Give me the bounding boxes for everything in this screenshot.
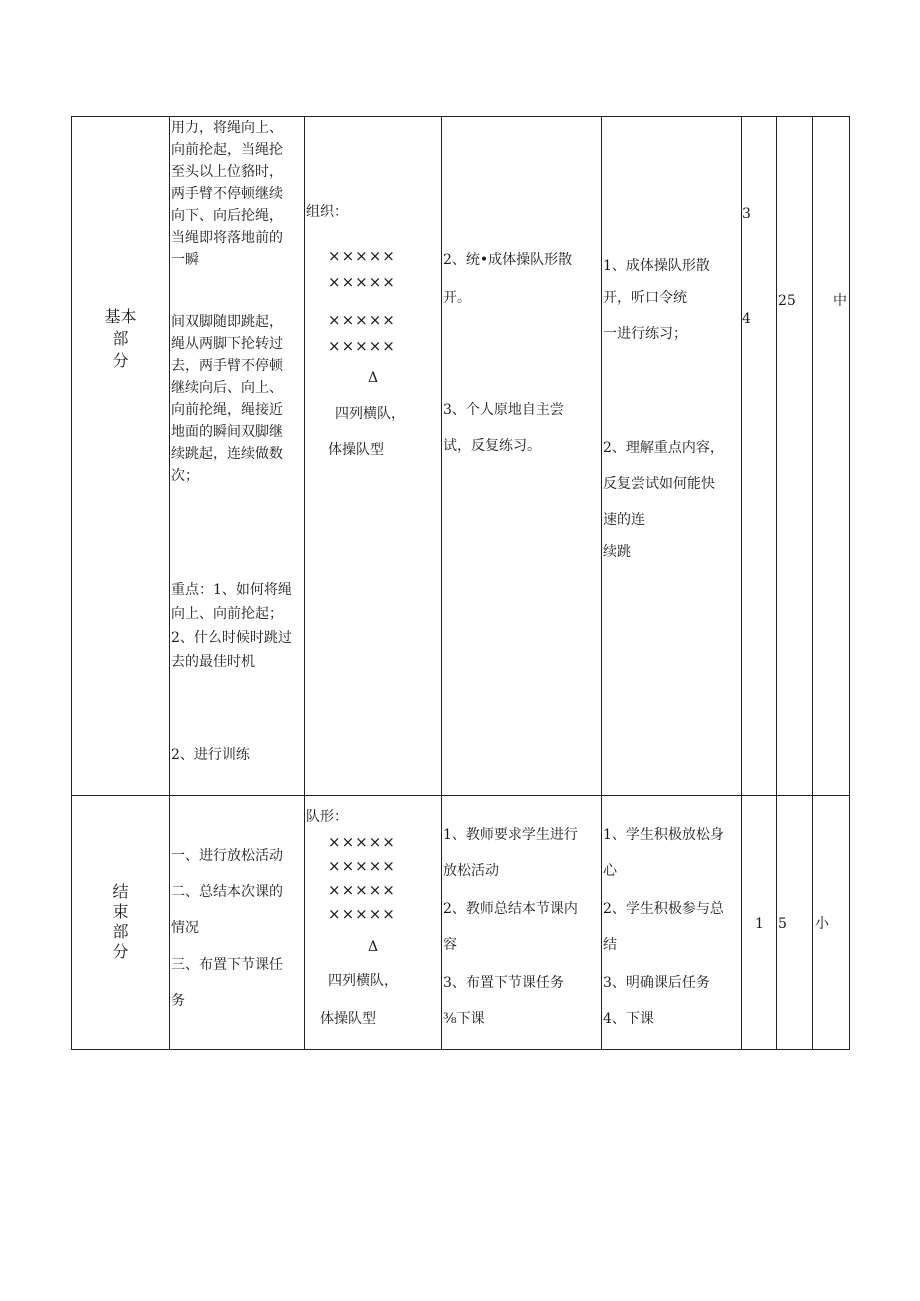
content-line: 至头以上位貉时， [171, 164, 283, 180]
basic-organization-cell [305, 117, 442, 796]
basic-section-row [72, 117, 850, 796]
org-caption: 体操队型 [328, 442, 384, 458]
student-line: 反复尝试如何能快 [603, 476, 715, 492]
content-line: 向前抡起，当绳抡 [171, 142, 283, 158]
teacher-line: 1、教师要求学生进行 [443, 827, 578, 843]
basic-intensity-cell [813, 117, 850, 796]
content-line: 向前抡绳，绳接近 [171, 402, 283, 418]
ending-minutes-cell [777, 796, 813, 1050]
teacher-line: ⅜下课 [443, 1011, 485, 1027]
student-line: 3、明确课后任务 [603, 975, 710, 991]
basic-section-label-cell [72, 117, 170, 796]
intensity-value: 中 [833, 293, 847, 309]
formation-row: ××××× [328, 881, 396, 899]
student-line: 1、学生积极放松身 [603, 827, 724, 843]
intensity-value: 小 [815, 916, 829, 932]
formation-row: ××××× [328, 833, 396, 851]
ending-intensity-cell [813, 796, 850, 1050]
content-line: 去，两手臂不停顿 [171, 358, 283, 374]
content-line: 向上、向前抡起； [171, 606, 283, 622]
student-line: 开，听口令统 [603, 290, 687, 306]
content-line: 一、进行放松活动 [171, 848, 283, 864]
org-caption: 四列横队， [328, 973, 398, 989]
org-caption: 体操队型 [320, 1011, 376, 1027]
basic-student-activity-cell [602, 117, 742, 796]
basic-content-cell [170, 117, 305, 796]
basic-times-cell [742, 117, 777, 796]
ending-teacher-activity-cell [442, 796, 602, 1050]
ending-section-label-cell [72, 796, 170, 1050]
minutes-value: 5 [778, 916, 787, 932]
org-caption: 四列横队， [335, 406, 405, 422]
content-line: 地面的瞬间双脚继 [171, 424, 283, 440]
content-line: 务 [171, 993, 185, 1009]
section-label: 分 [112, 351, 129, 370]
teacher-line: 2、教师总结本节课内 [443, 901, 578, 917]
content-line: 2、进行训练 [171, 747, 250, 763]
formation-row: ××××× [328, 247, 396, 265]
student-line: 2、理解重点内容， [603, 440, 724, 456]
basic-minutes-cell [777, 117, 813, 796]
teacher-line: 放松活动 [443, 863, 499, 879]
ending-times-cell [742, 796, 777, 1050]
content-line: 继续向后、向上、 [171, 380, 283, 396]
student-line: 1、成体操队形散 [603, 258, 710, 274]
teacher-position-icon: Δ [368, 939, 379, 955]
org-label: 组织： [306, 204, 348, 220]
teacher-line: 试，反复练习。 [443, 438, 541, 454]
times-value: 4 [742, 311, 751, 327]
teacher-line: 开。 [443, 290, 471, 306]
section-label: 分 [112, 942, 129, 961]
times-value: 1 [755, 916, 764, 932]
formation-row: ××××× [328, 311, 396, 329]
student-line: 心 [603, 863, 617, 879]
content-line: 情况 [171, 920, 199, 936]
ending-student-activity-cell [602, 796, 742, 1050]
student-line: 4、下课 [603, 1011, 654, 1027]
student-line: 2、学生积极参与总 [603, 901, 724, 917]
content-line: 当绳即将落地前的 [171, 230, 283, 246]
section-label: 束 [112, 902, 129, 921]
content-line: 间双脚随即跳起， [171, 314, 283, 330]
student-line: 速的连 [603, 512, 645, 528]
formation-row: ××××× [328, 273, 396, 291]
lesson-plan-table [71, 116, 850, 1050]
minutes-value: 25 [778, 293, 796, 309]
student-line: 一进行练习； [603, 326, 687, 342]
content-line: 三、布置下节课任 [171, 957, 283, 973]
content-line: 重点：1、如何将绳 [171, 582, 292, 598]
ending-section-row [72, 796, 850, 1050]
section-label: 部 [112, 922, 129, 941]
section-label: 结 [112, 882, 129, 901]
content-line: 绳从两脚下抡转过 [171, 336, 283, 352]
section-label: 部 [112, 329, 129, 348]
formation-row: ××××× [328, 905, 396, 923]
section-label: 基本 [104, 307, 137, 326]
student-line: 结 [603, 937, 617, 953]
ending-content-cell [170, 796, 305, 1050]
content-line: 向下、向后抡绳， [171, 208, 283, 224]
basic-teacher-activity-cell [442, 117, 602, 796]
org-label: 队形： [306, 809, 348, 825]
formation-row: ××××× [328, 337, 396, 355]
teacher-line: 2、统•成体操队形散 [443, 252, 573, 268]
content-line: 二、总结本次课的 [171, 884, 283, 900]
content-line: 一瞬 [171, 252, 199, 268]
student-line: 续跳 [603, 544, 631, 560]
formation-row: ××××× [328, 857, 396, 875]
times-value: 3 [742, 206, 751, 222]
teacher-line: 容 [443, 937, 457, 953]
content-line: 次； [171, 468, 199, 484]
teacher-line: 3、布置下节课任务 [443, 975, 564, 991]
content-line: 去的最佳时机 [171, 654, 255, 670]
ending-organization-cell [305, 796, 442, 1050]
teacher-position-icon: Δ [368, 370, 379, 386]
content-line: 2、什么时候时跳过 [171, 630, 292, 646]
content-line: 续跳起，连续做数 [171, 446, 283, 462]
content-line: 用力，将绳向上、 [171, 120, 283, 136]
teacher-line: 3、个人原地自主尝 [443, 402, 564, 418]
content-line: 两手臂不停顿继续 [171, 186, 283, 202]
